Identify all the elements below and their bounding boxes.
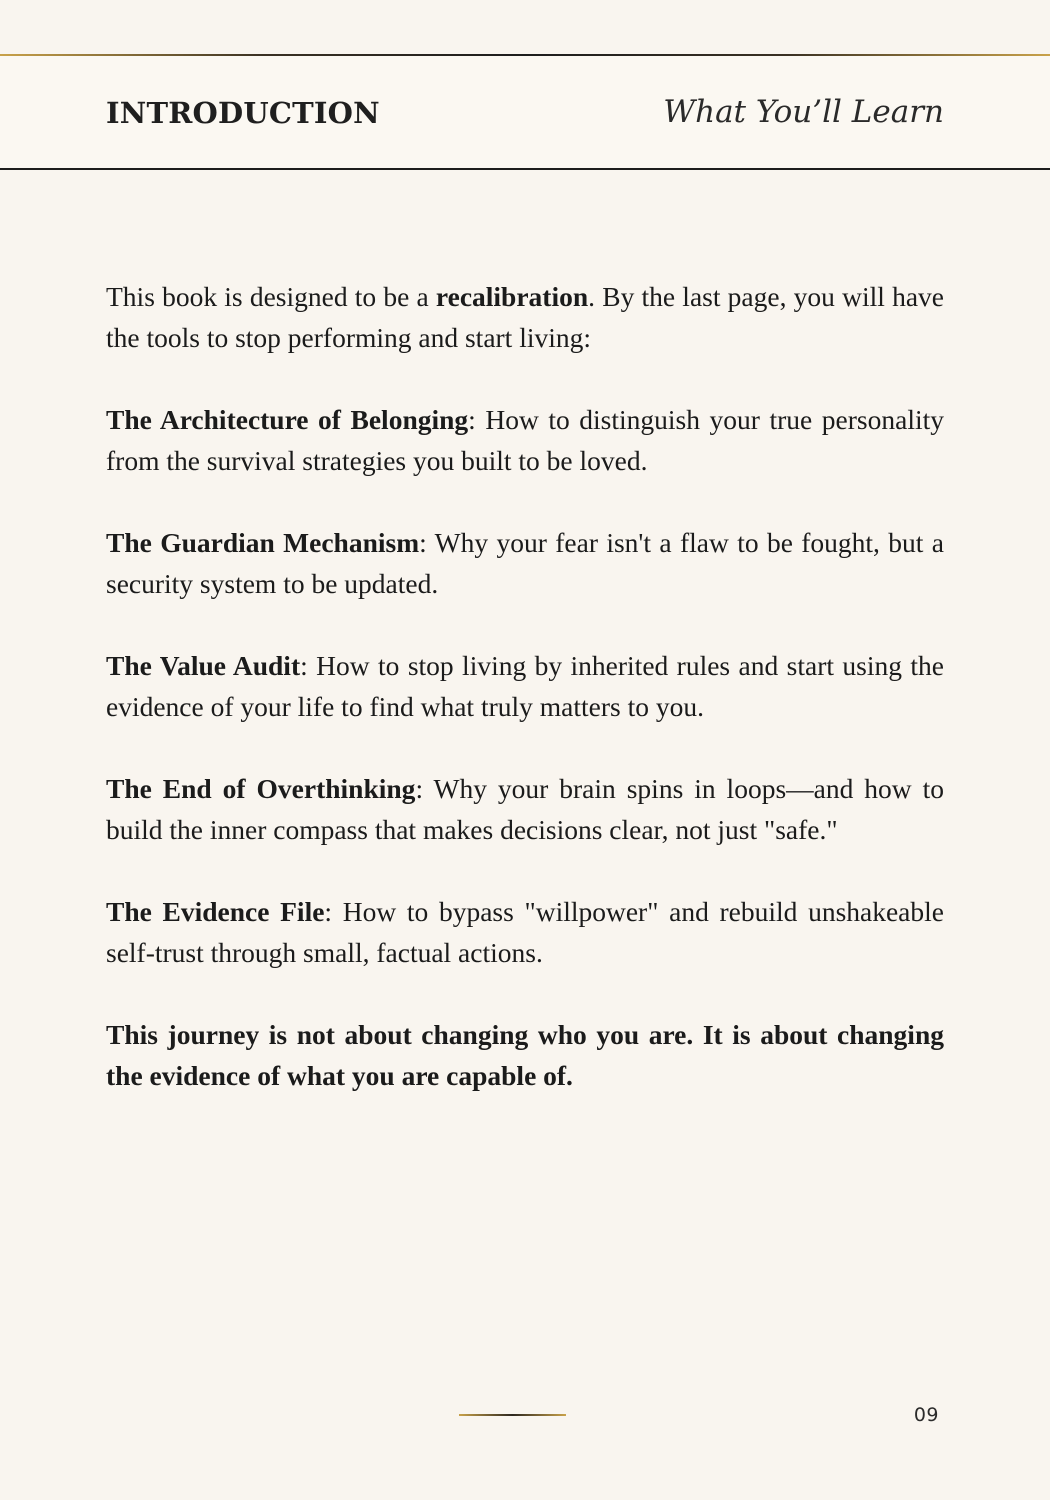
- item-title: The Guardian Mechanism: [106, 527, 420, 558]
- list-item: [106, 891, 944, 973]
- closing-statement: This journey is not about changing who you are. It is about changing the evidence of what you are capable of.: [106, 1019, 944, 1091]
- item-text: : Why your brain spins in loops—and how to build the inner compass that makes decisions clear, not just "safe.": [106, 773, 944, 845]
- item-title: The Architecture of Belonging: [106, 404, 469, 435]
- intro-text-before: This book is designed to be a: [106, 281, 436, 312]
- item-title: The Evidence File: [106, 896, 325, 927]
- list-item: [106, 768, 944, 850]
- item-text: : How to distinguish your true personality from the survival strategies you built to be loved.: [106, 404, 944, 476]
- section-title: What You’ll Learn: [663, 94, 944, 130]
- list-item: [106, 645, 944, 727]
- running-header: [0, 56, 1050, 170]
- item-title: The Value Audit: [106, 650, 301, 681]
- page-number: 09: [913, 1404, 939, 1426]
- item-text: : Why your fear isn't a flaw to be fought, but a security system to be updated.: [106, 527, 945, 599]
- item-text: : How to bypass "willpower" and rebuild unshakeable self-trust through small, factual actions.: [106, 896, 944, 968]
- body-text: [106, 276, 944, 1137]
- footer-ornament-rule: [459, 1414, 566, 1416]
- intro-bold-term: recalibration: [435, 281, 589, 312]
- intro-text-after: . By the last page, you will have the tools to stop performing and start living:: [106, 281, 944, 353]
- chapter-title: INTRODUCTION: [106, 96, 380, 130]
- intro-paragraph: [106, 276, 944, 358]
- list-item: [106, 399, 944, 481]
- list-item: [106, 522, 944, 604]
- item-title: The End of Overthinking: [106, 773, 416, 804]
- item-text: : How to stop living by inherited rules and start using the evidence of your life to find what truly matters to you.: [106, 650, 944, 722]
